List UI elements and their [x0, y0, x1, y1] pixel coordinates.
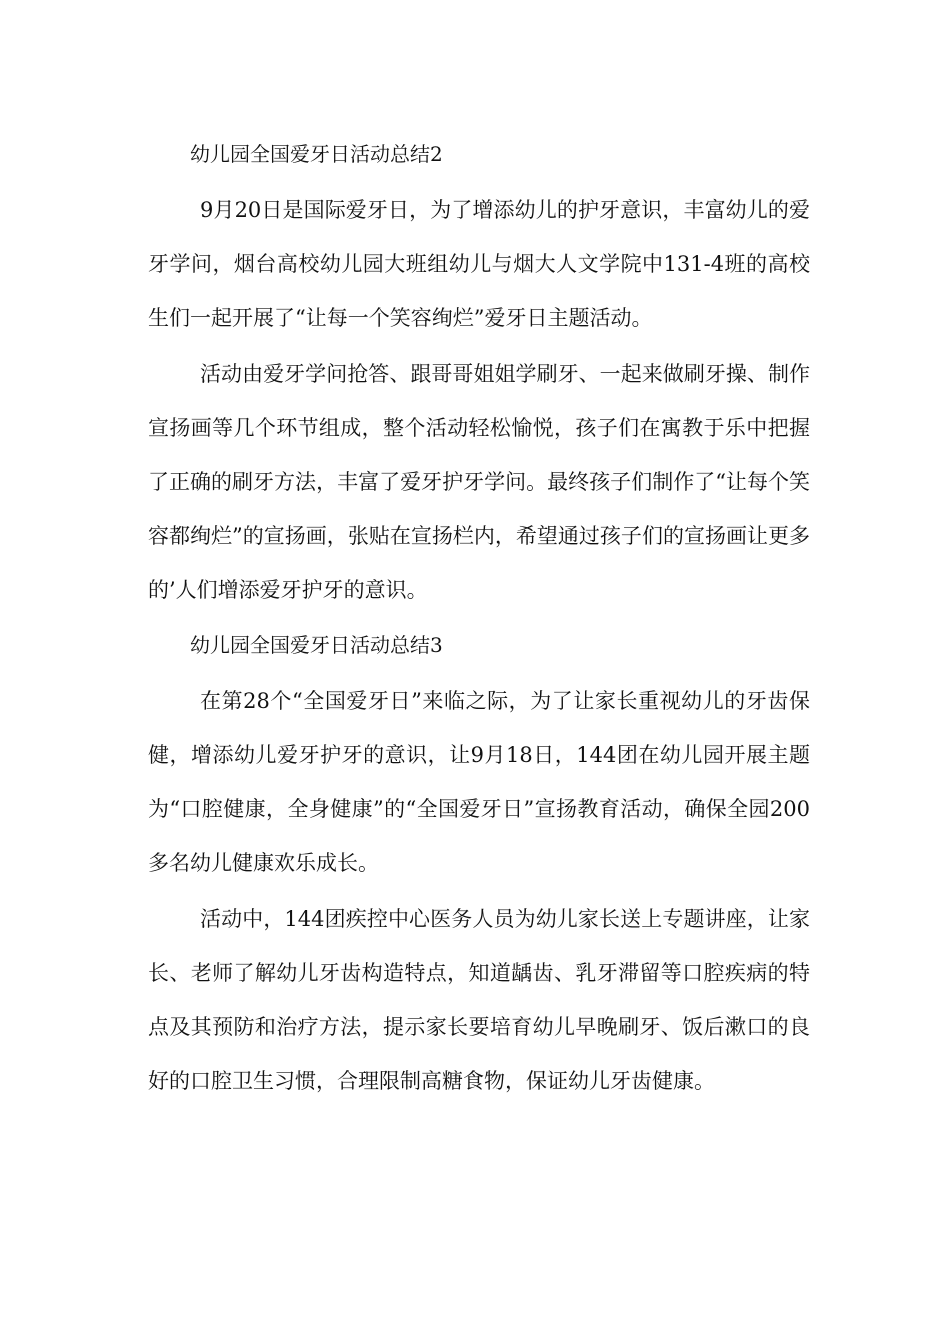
paragraph: 在第28个“全国爱牙日”来临之际，为了让家长重视幼儿的牙齿保健，增添幼儿爱牙护牙的意识，让9月18日，144团在幼儿园开展主题为“口腔健康，全身健康”的“全国爱牙日”宣扬教育活动，确保全园200多名幼儿健康欢乐成长。: [148, 689, 810, 875]
paragraph: 9月20日是国际爱牙日，为了增添幼儿的护牙意识，丰富幼儿的爱牙学问，烟台高校幼儿园大班组幼儿与烟大人文学院中131-4班的高校生们一起开展了“让每一个笑容绚烂”爱牙日主题活动。: [148, 198, 810, 330]
section-heading-3: 幼儿园全国爱牙日活动总结3: [190, 633, 443, 657]
paragraph: 活动中，144团疾控中心医务人员为幼儿家长送上专题讲座，让家长、老师了解幼儿牙齿构造特点，知道龋齿、乳牙滞留等口腔疾病的特点及其预防和治疗方法，提示家长要培育幼儿早晚刷牙、饭后漱口的良好的口腔卫生习惯，合理限制高糖食物，保证幼儿牙齿健康。: [148, 907, 810, 1093]
paragraph: 活动由爱牙学问抢答、跟哥哥姐姐学刷牙、一起来做刷牙操、制作宣扬画等几个环节组成，整个活动轻松愉悦，孩子们在寓教于乐中把握了正确的刷牙方法，丰富了爱牙护牙学问。最终孩子们制作了“让每个笑容都绚烂”的宣扬画，张贴在宣扬栏内，希望通过孩子们的宣扬画让更多的’人们增添爱牙护牙的意识。: [148, 362, 810, 602]
document-body: [148, 130, 810, 1108]
section-heading-2: 幼儿园全国爱牙日活动总结2: [190, 142, 443, 166]
